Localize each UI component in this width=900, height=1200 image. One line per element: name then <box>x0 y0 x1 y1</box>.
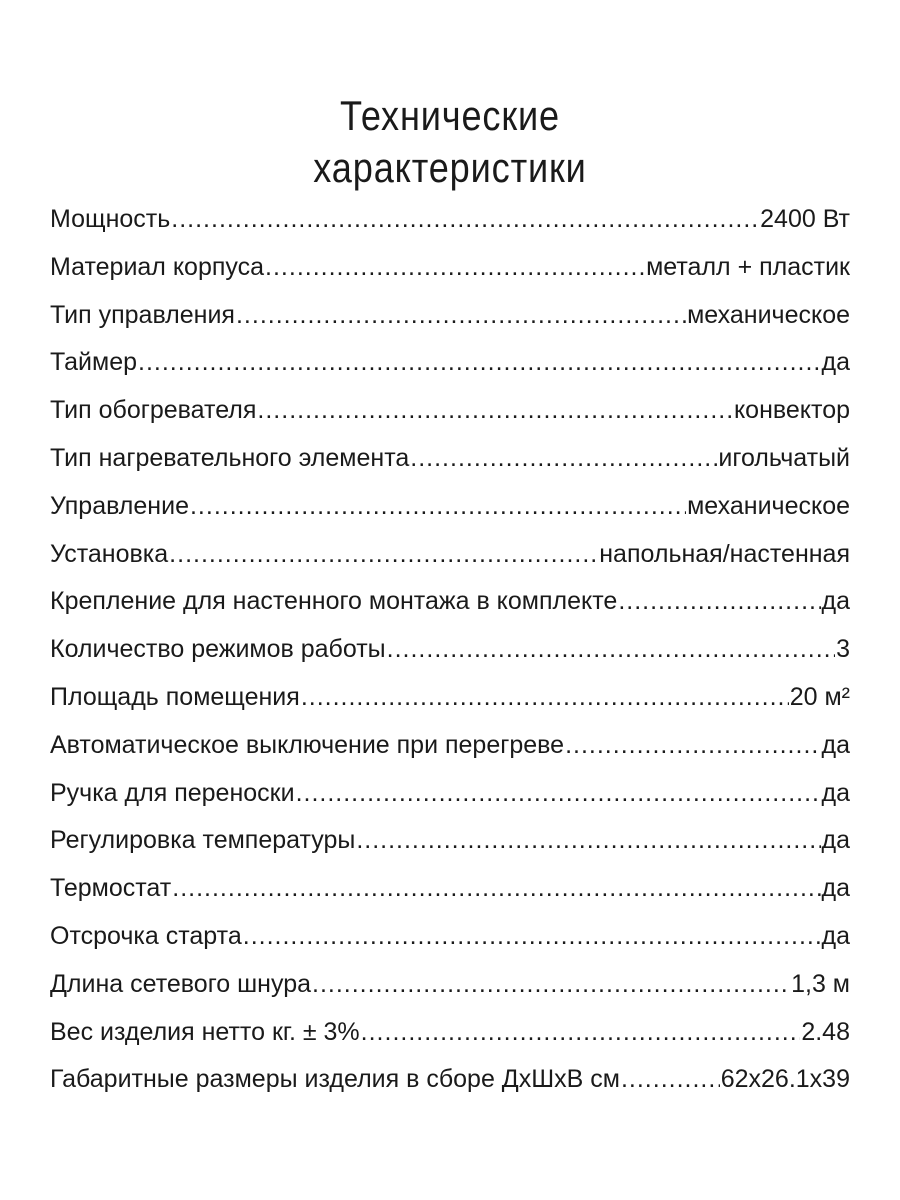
spec-row-installation <box>50 531 850 579</box>
spec-label: Тип управления <box>50 300 235 329</box>
dot-leader <box>138 339 820 387</box>
dot-leader <box>301 674 789 722</box>
spec-label: Тип нагревательного элемента <box>50 443 410 472</box>
spec-value: 2.48 <box>801 1017 850 1046</box>
dot-leader <box>257 387 733 435</box>
spec-row-control <box>50 483 850 531</box>
spec-label: Автоматическое выключение при перегреве <box>50 730 565 759</box>
spec-label: Вес изделия нетто кг. ± 3% <box>50 1017 360 1046</box>
dot-leader <box>361 1009 801 1057</box>
spec-row-heating-element <box>50 435 850 483</box>
spec-row-wall-mount <box>50 578 850 626</box>
spec-value: механическое <box>687 491 850 520</box>
dot-leader <box>410 435 717 483</box>
page-title-line-2: характеристики <box>313 144 587 192</box>
spec-label: Таймер <box>50 348 138 377</box>
spec-label: Крепление для настенного монтажа в комплекте <box>50 587 618 616</box>
spec-row-power <box>50 196 850 244</box>
spec-value: да <box>821 348 850 377</box>
dot-leader <box>190 483 686 531</box>
spec-row-room-area <box>50 674 850 722</box>
spec-value: да <box>821 587 850 616</box>
spec-value: игольчатый <box>718 443 850 472</box>
spec-row-overheat-shutoff <box>50 722 850 770</box>
spec-value: да <box>821 921 850 950</box>
dot-leader <box>565 722 820 770</box>
dot-leader <box>618 578 820 626</box>
page-title <box>63 90 837 194</box>
spec-row-delayed-start <box>50 913 850 961</box>
spec-label: Длина сетевого шнура <box>50 969 311 998</box>
spec-label: Установка <box>50 539 169 568</box>
spec-label: Ручка для переноски <box>50 778 295 807</box>
page-title-line-1: Технические <box>339 92 560 140</box>
spec-row-thermostat <box>50 865 850 913</box>
spec-row-cord-length <box>50 961 850 1009</box>
spec-label: Площадь помещения <box>50 682 300 711</box>
dot-leader <box>265 244 645 292</box>
spec-value: напольная/настенная <box>599 539 850 568</box>
spec-value: 62x26.1x39 <box>720 1065 850 1094</box>
dot-leader <box>172 865 820 913</box>
spec-label: Материал корпуса <box>50 252 265 281</box>
spec-row-control-type <box>50 292 850 340</box>
spec-row-heater-type <box>50 387 850 435</box>
dot-leader <box>356 817 820 865</box>
spec-label: Управление <box>50 491 189 520</box>
spec-label: Термостат <box>50 874 172 903</box>
spec-row-body-material <box>50 244 850 292</box>
spec-row-modes-count <box>50 626 850 674</box>
spec-label: Регулировка температуры <box>50 826 356 855</box>
spec-row-net-weight <box>50 1009 850 1057</box>
dot-leader <box>169 531 598 579</box>
dot-leader <box>387 626 835 674</box>
spec-value: 20 м² <box>789 682 850 711</box>
spec-value: 1,3 м <box>791 969 850 998</box>
dot-leader <box>171 196 759 244</box>
spec-label: Мощность <box>50 205 171 233</box>
spec-row-carry-handle <box>50 770 850 818</box>
spec-value: да <box>821 730 850 759</box>
dot-leader <box>312 961 790 1009</box>
spec-row-temperature-control <box>50 817 850 865</box>
dot-leader <box>243 913 821 961</box>
spec-value: да <box>821 778 850 807</box>
spec-value: металл + пластик <box>646 252 850 281</box>
spec-value: да <box>821 826 850 855</box>
spec-value: да <box>821 874 850 903</box>
spec-row-dimensions <box>50 1056 850 1104</box>
spec-label: Тип обогревателя <box>50 396 257 425</box>
spec-label: Количество режимов работы <box>50 635 386 664</box>
spec-list <box>50 196 850 1104</box>
spec-value: 3 <box>836 635 850 664</box>
dot-leader <box>621 1056 720 1104</box>
spec-label: Отсрочка старта <box>50 921 242 950</box>
spec-label: Габаритные размеры изделия в сборе ДхШхВ см <box>50 1065 620 1094</box>
spec-row-timer <box>50 339 850 387</box>
dot-leader <box>296 770 821 818</box>
spec-value: конвектор <box>733 396 850 425</box>
dot-leader <box>236 292 686 340</box>
spec-value: 2400 Вт <box>760 205 850 233</box>
spec-value: механическое <box>687 300 850 329</box>
